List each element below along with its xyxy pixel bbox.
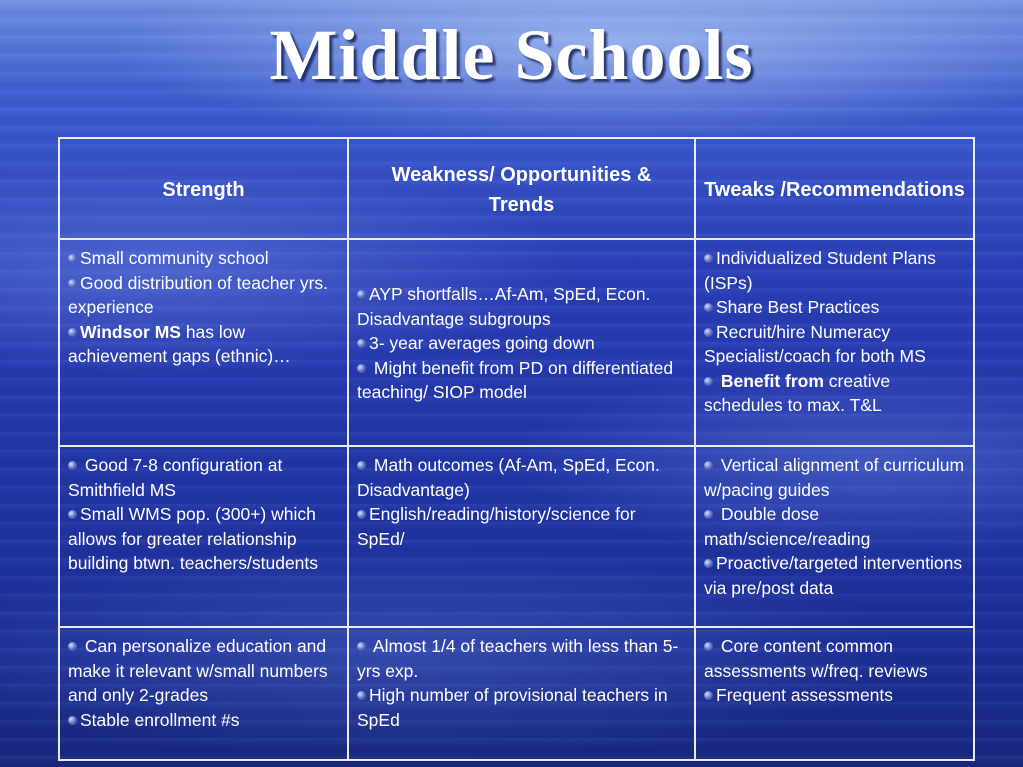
list-item: Can personalize education and make it relevant w/small numbers and only 2-grades: [68, 636, 328, 705]
list-item: Individualized Student Plans (ISPs): [704, 248, 936, 293]
bullet-icon: [704, 254, 713, 263]
weakness-cell: [348, 446, 695, 627]
bullet-icon: [357, 691, 366, 700]
header-strength: Strength: [59, 138, 348, 239]
list-item: Recruit/hire Numeracy Specialist/coach for both MS: [704, 321, 926, 366]
list-item: Core content common assessments w/freq. reviews: [704, 636, 928, 681]
bullet-icon: [357, 364, 366, 373]
bullet-icon: [704, 510, 713, 519]
comparison-table: [58, 137, 973, 759]
bullet-icon: [68, 642, 77, 651]
bullet-icon: [68, 461, 77, 470]
list-item: Double dose math/science/reading: [704, 504, 871, 549]
bullet-icon: [68, 279, 77, 288]
list-item: Proactive/targeted interventions via pre/post data: [704, 553, 963, 598]
bullet-icon: [704, 691, 713, 700]
bullet-icon: [704, 461, 713, 470]
list-item: Stable enrollment #s: [68, 708, 339, 733]
table-row: [59, 446, 974, 627]
list-item: Benefit from creative schedules to max. T&L: [704, 370, 891, 415]
header-weakness: Weakness/ Opportunities & Trends: [348, 138, 695, 239]
bullet-icon: [357, 510, 366, 519]
bullet-icon: [357, 461, 366, 470]
bullet-icon: [704, 377, 713, 386]
list-item: Windsor MS has low achievement gaps (ethnic)…: [68, 321, 291, 366]
bullet-icon: [704, 642, 713, 651]
strength-cell: [59, 239, 348, 446]
swot-table: [58, 137, 975, 761]
list-item: Share Best Practices: [704, 295, 965, 320]
list-item: Might benefit from PD on differentiated teaching/ SIOP model: [357, 357, 674, 403]
table-row: [59, 239, 974, 446]
header-tweaks: Tweaks /Recommendations: [695, 138, 974, 239]
list-item: English/reading/history/science for SpEd/: [357, 504, 636, 549]
table-row: [59, 627, 974, 760]
bullet-icon: [704, 328, 713, 337]
list-item: Good 7-8 configuration at Smithfield MS: [68, 455, 283, 500]
strength-cell: [59, 627, 348, 760]
tweaks-cell: [695, 627, 974, 760]
bullet-icon: [357, 642, 366, 651]
list-item: Small community school: [68, 246, 339, 271]
list-item: Vertical alignment of curriculum w/pacing guides: [704, 455, 965, 500]
list-item: Almost 1/4 of teachers with less than 5-yrs exp.: [357, 636, 679, 681]
bullet-icon: [357, 339, 366, 348]
list-item: Small WMS pop. (300+) which allows for greater relationship building btwn. teachers/students: [68, 504, 319, 573]
bullet-icon: [68, 328, 77, 337]
tweaks-cell: [695, 239, 974, 446]
list-item: Math outcomes (Af-Am, SpEd, Econ. Disadvantage): [357, 455, 660, 500]
bullet-icon: [704, 303, 713, 312]
weakness-cell: [348, 627, 695, 760]
bullet-icon: [357, 290, 366, 299]
list-item: Frequent assessments: [704, 683, 965, 708]
tweaks-cell: [695, 446, 974, 627]
page-title: Middle Schools: [269, 15, 754, 95]
list-item: Good distribution of teacher yrs. experience: [68, 272, 329, 317]
list-item: AYP shortfalls…Af-Am, SpEd, Econ. Disadvantage subgroups: [357, 284, 651, 329]
bullet-icon: [68, 254, 77, 263]
list-item: High number of provisional teachers in SpEd: [357, 685, 668, 730]
header-row: [59, 138, 974, 239]
bullet-icon: [68, 510, 77, 519]
list-item: 3- year averages going down: [357, 331, 686, 356]
bullet-icon: [704, 559, 713, 568]
strength-cell: [59, 446, 348, 627]
weakness-cell: [348, 239, 695, 446]
bullet-icon: [68, 716, 77, 725]
